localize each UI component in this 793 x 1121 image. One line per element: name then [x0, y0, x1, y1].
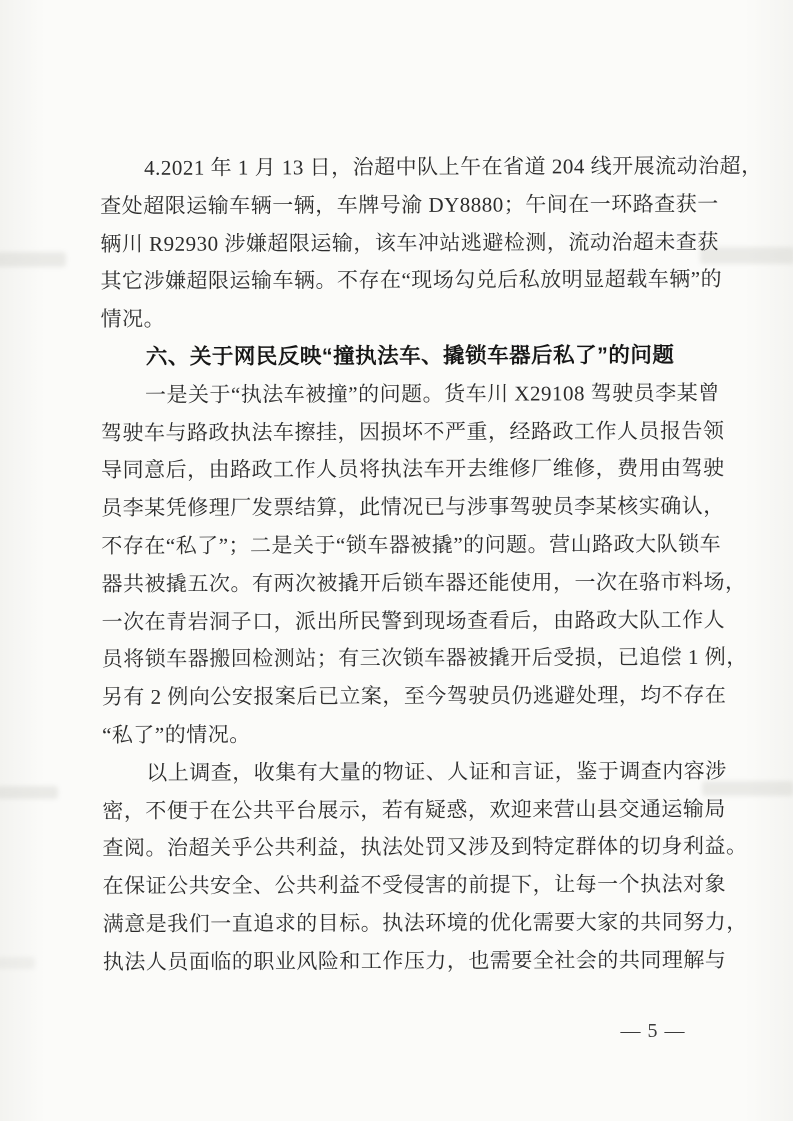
paragraph2-line: 不存在“私了”；二是关于“锁车器被撬”的问题。营山路政大队锁车	[101, 531, 722, 558]
scan-bleed-artifact	[0, 957, 35, 969]
page-number: — 5 —	[620, 1020, 686, 1042]
paragraph3-line: 执法人员面临的职业风险和工作压力，也需要全社会的共同理解与	[102, 947, 727, 974]
scan-bleed-artifact	[0, 252, 66, 267]
section-heading: 六、关于网民反映“撞执法车、撬锁车器后私了”的问题	[145, 342, 675, 369]
document-body	[100, 148, 763, 982]
paragraph1-line: 4.2021 年 1 月 13 日，治超中队上午在省道 204 线开展流动治超，	[144, 153, 763, 180]
paragraph3-line: 以上调查，收集有大量的物证、人证和言证，鉴于调查内容涉	[146, 758, 727, 785]
paragraph2-line: 一是关于“执法车被撞”的问题。货车川 X29108 驾驶员李某曾	[144, 380, 720, 407]
paragraph1-line: 其它涉嫌超限运输车辆。不存在“现场勾兑后私放明显超载车辆”的	[100, 267, 723, 294]
scan-bleed-artifact	[0, 786, 58, 799]
paragraph3-line: 查阅。治超关乎公共利益，执法处罚又涉及到特定群体的切身利益。	[102, 834, 748, 861]
paragraph2-line: 导同意后，由路政工作人员将执法车开去维修厂维修，费用由驾驶	[101, 456, 725, 483]
paragraph1-line: 查处超限运输车辆一辆，车牌号渝 DY8880；午间在一环路查获一	[100, 191, 719, 218]
paragraph2-line: 员将锁车器搬回检测站；有三次锁车器被撬开后受损，已追偿 1 例，	[101, 645, 748, 672]
paragraph1-line: 辆川 R92930 涉嫌超限运输，该车冲站逃避检测，流动治超未查获	[100, 229, 719, 256]
paragraph2-line: 驾驶车与路政执法车擦挂，因损坏不严重，经路政工作人员报告领	[100, 418, 725, 445]
paragraph3-line: 在保证公共安全、公共利益不受侵害的前提下，让每一个执法对象	[102, 871, 727, 899]
paragraph2-line: “私了”的情况。	[101, 722, 251, 747]
paragraph2-line: 一次在青岩洞子口，派出所民警到现场查看后，由路政大队工作人	[101, 607, 726, 634]
paragraph3-line: 密，不便于在公共平台展示，若有疑惑，欢迎来营山县交通运输局	[102, 796, 726, 823]
paragraph3-line: 满意是我们一直追求的目标。执法环境的优化需要大家的共同努力，	[102, 909, 748, 936]
paragraph2-line: 员李某凭修理厂发票结算，此情况已与涉事驾驶员李某核实确认，	[101, 493, 725, 521]
paragraph1-line: 情况。	[100, 306, 166, 332]
paragraph2-line: 器共被撬五次。有两次被撬开后锁车器还能使用，一次在骆市料场，	[101, 569, 747, 596]
paragraph2-line: 另有 2 例向公安报案后已立案，至今驾驶员仍逃避处理，均不存在	[101, 682, 727, 710]
